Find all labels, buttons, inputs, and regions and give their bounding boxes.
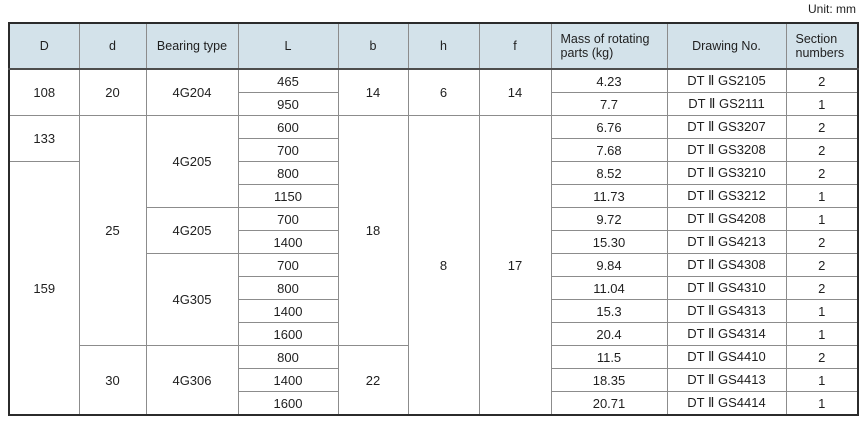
cell-d: 20 [79, 69, 146, 116]
cell-mass: 7.68 [551, 139, 667, 162]
cell-mass: 11.5 [551, 346, 667, 369]
cell-d: 25 [79, 116, 146, 346]
cell-mass: 9.84 [551, 254, 667, 277]
cell-section-numbers: 1 [786, 392, 858, 416]
cell-mass: 8.52 [551, 162, 667, 185]
cell-bearing-type: 4G205 [146, 116, 238, 208]
cell-f: 17 [479, 116, 551, 416]
cell-drawing-no: DT Ⅱ GS4310 [667, 277, 786, 300]
cell-bearing-type: 4G204 [146, 69, 238, 116]
cell-L: 1150 [238, 185, 338, 208]
cell-drawing-no: DT Ⅱ GS3208 [667, 139, 786, 162]
cell-b: 22 [338, 346, 408, 416]
cell-mass: 4.23 [551, 69, 667, 93]
cell-L: 700 [238, 139, 338, 162]
cell-L: 800 [238, 346, 338, 369]
cell-section-numbers: 1 [786, 369, 858, 392]
cell-L: 950 [238, 93, 338, 116]
cell-section-numbers: 1 [786, 208, 858, 231]
cell-L: 1400 [238, 300, 338, 323]
cell-section-numbers: 1 [786, 93, 858, 116]
cell-section-numbers: 2 [786, 231, 858, 254]
cell-mass: 20.4 [551, 323, 667, 346]
cell-L: 1400 [238, 231, 338, 254]
cell-drawing-no: DT Ⅱ GS4308 [667, 254, 786, 277]
table-header [9, 23, 858, 69]
cell-L: 800 [238, 277, 338, 300]
cell-drawing-no: DT Ⅱ GS4314 [667, 323, 786, 346]
cell-drawing-no: DT Ⅱ GS2111 [667, 93, 786, 116]
cell-drawing-no: DT Ⅱ GS3207 [667, 116, 786, 139]
table-row [9, 69, 858, 93]
cell-drawing-no: DT Ⅱ GS3210 [667, 162, 786, 185]
table-body [9, 69, 858, 415]
cell-bearing-type: 4G205 [146, 208, 238, 254]
cell-drawing-no: DT Ⅱ GS4413 [667, 369, 786, 392]
cell-L: 1400 [238, 369, 338, 392]
cell-section-numbers: 2 [786, 346, 858, 369]
column-header-D: D [9, 23, 79, 69]
cell-section-numbers: 2 [786, 116, 858, 139]
cell-mass: 15.30 [551, 231, 667, 254]
cell-L: 1600 [238, 392, 338, 416]
cell-drawing-no: DT Ⅱ GS4410 [667, 346, 786, 369]
cell-mass: 15.3 [551, 300, 667, 323]
cell-section-numbers: 2 [786, 254, 858, 277]
column-header-b: b [338, 23, 408, 69]
cell-section-numbers: 1 [786, 323, 858, 346]
cell-section-numbers: 2 [786, 277, 858, 300]
cell-mass: 20.71 [551, 392, 667, 416]
cell-D: 133 [9, 116, 79, 162]
cell-drawing-no: DT Ⅱ GS4313 [667, 300, 786, 323]
cell-b: 18 [338, 116, 408, 346]
spec-table [8, 22, 859, 416]
cell-mass: 18.35 [551, 369, 667, 392]
cell-section-numbers: 2 [786, 139, 858, 162]
unit-label: Unit: mm [808, 2, 856, 16]
cell-d: 30 [79, 346, 146, 416]
cell-D: 108 [9, 69, 79, 116]
cell-bearing-type: 4G305 [146, 254, 238, 346]
column-header-L: L [238, 23, 338, 69]
column-header-d: d [79, 23, 146, 69]
cell-h: 8 [408, 116, 479, 416]
cell-drawing-no: DT Ⅱ GS4208 [667, 208, 786, 231]
cell-L: 465 [238, 69, 338, 93]
column-header-section-numbers: Section numbers [786, 23, 858, 69]
column-header-drawing-no: Drawing No. [667, 23, 786, 69]
cell-D: 159 [9, 162, 79, 416]
cell-f: 14 [479, 69, 551, 116]
cell-L: 700 [238, 254, 338, 277]
cell-b: 14 [338, 69, 408, 116]
cell-section-numbers: 2 [786, 162, 858, 185]
column-header-f: f [479, 23, 551, 69]
cell-bearing-type: 4G306 [146, 346, 238, 416]
cell-L: 1600 [238, 323, 338, 346]
cell-L: 700 [238, 208, 338, 231]
cell-drawing-no: DT Ⅱ GS2105 [667, 69, 786, 93]
column-header-h: h [408, 23, 479, 69]
column-header-mass: Mass of rotating parts (kg) [551, 23, 667, 69]
cell-mass: 11.73 [551, 185, 667, 208]
cell-section-numbers: 2 [786, 69, 858, 93]
cell-mass: 7.7 [551, 93, 667, 116]
cell-drawing-no: DT Ⅱ GS4213 [667, 231, 786, 254]
cell-section-numbers: 1 [786, 185, 858, 208]
cell-L: 600 [238, 116, 338, 139]
cell-drawing-no: DT Ⅱ GS4414 [667, 392, 786, 416]
cell-mass: 11.04 [551, 277, 667, 300]
cell-L: 800 [238, 162, 338, 185]
cell-h: 6 [408, 69, 479, 116]
cell-drawing-no: DT Ⅱ GS3212 [667, 185, 786, 208]
cell-section-numbers: 1 [786, 300, 858, 323]
cell-mass: 6.76 [551, 116, 667, 139]
table-row [9, 116, 858, 139]
column-header-bearing-type: Bearing type [146, 23, 238, 69]
cell-mass: 9.72 [551, 208, 667, 231]
